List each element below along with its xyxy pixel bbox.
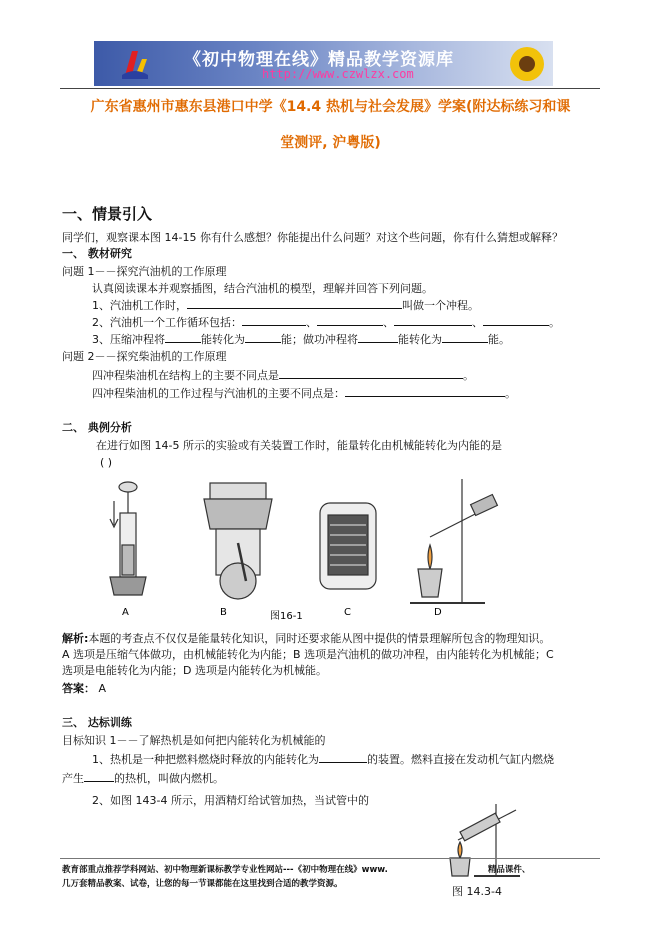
figure-label-b: B [220,607,227,618]
section-heading-study: 一、 教材研究 [62,247,132,260]
electric-heater-diagram [320,503,376,589]
practice-item2: 2、如图 143-4 所示，用酒精灯给试管加热，当试管中的 [92,794,369,807]
answer-blank[interactable] [279,368,463,379]
section-heading-example: 二、 典例分析 [62,421,132,434]
answer-blank[interactable] [442,332,488,343]
practice-item1-line1: 1、热机是一种把燃料燃烧时释放的内能转化为 的装置。燃料直接在发动机气缸内燃烧 [92,753,554,766]
question1-title: 问题 1－－探究汽油机的工作原理 [62,265,227,278]
answer-blank[interactable] [319,752,367,763]
practice-item1-line2: 产生 的热机，叫做内燃机。 [62,772,224,785]
answer-blank[interactable] [394,315,472,326]
section-heading-intro: 一、情景引入 [62,205,153,223]
intro-paragraph: 同学们，观察课本图 14-15 你有什么感想？你能提出什么问题？对这个些问题，你有什么猜想或解释？ [62,231,563,244]
site-logo-icon [120,45,150,81]
example-question-line1: 在进行如图 14-5 所示的实验或有关装置工作时，能量转化由机械能转化为内能的是 [96,439,502,452]
question2-line2: 四冲程柴油机的工作过程与汽油机的主要不同点是： 。 [92,387,516,400]
answer-blank[interactable] [245,332,281,343]
footer-line2: 几万套精品教案、试卷，让您的每一节课都能在这里找到合适的教学资源。 [62,879,343,889]
doc-title-line2: 堂测评, 沪粤版) [280,135,381,151]
answer-blank[interactable] [187,298,402,309]
question2-title: 问题 2－－探究柴油机的工作原理 [62,350,227,363]
answer-line: 答案： A [62,682,107,695]
figure-label-c: C [344,607,351,618]
answer-blank[interactable] [242,315,306,326]
question2-line1: 四冲程柴油机在结构上的主要不同点是 。 [92,369,474,382]
figure-label-d: D [434,607,442,618]
question1-item1: 1、汽油机工作时， 叫做一个冲程。 [92,299,479,312]
analysis-line2: A 选项是压缩气体做功，由机械能转化为内能；B 选项是汽油机的做功冲程，由内能转化为机械能；C [62,648,554,661]
practice-goal: 目标知识 1－－了解热机是如何把内能转化为机械能的 [62,734,326,747]
answer-blank[interactable] [165,332,201,343]
question1-intro: 认真阅读课本并观察插图，结合汽油机的模型，理解并回答下列问题。 [92,282,433,295]
figure-caption: 图16-1 [270,611,303,622]
banner-title: 《初中物理在线》精品教学资源库 [184,50,454,70]
sunflower-icon [505,45,549,83]
analysis-line1: 解析:本题的考查点不仅仅是能量转化知识，同时还要求能从图中提供的情景理解所包含的物理知识。 [62,632,551,645]
answer-blank[interactable] [317,315,383,326]
answer-blank[interactable] [483,315,549,326]
example-question-line2: ( ) [100,456,113,469]
footer-line1: 教育部重点推荐学科网站、初中物理新课标教学专业性网站---《初中物理在线》www. 精品课件、 [62,865,531,875]
engine-cylinder-diagram [204,483,272,599]
section-heading-practice: 三、 达标训练 [62,716,132,729]
figure-label-a: A [122,607,129,618]
doc-title-line1: 广东省惠州市惠东县港口中学《14.4 热机与社会发展》学案(附达标练习和课 [90,99,571,115]
footer-rule [60,858,600,859]
header-banner [94,41,553,86]
answer-blank[interactable] [84,771,114,782]
question1-item2: 2、汽油机一个工作循环包括： 、 、 、 。 [92,316,560,329]
answer-blank[interactable] [345,386,505,397]
analysis-line3: 选项是电能转化为内能；D 选项是内能转化为机械能。 [62,664,327,677]
compression-cylinder-diagram [110,482,146,595]
banner-url[interactable]: http://www.czwlzx.com [262,67,414,81]
test-tube-heating-diagram [410,479,497,603]
question1-item3: 3、压缩冲程将 能转化为 能；做功冲程将 能转化为 能。 [92,333,510,346]
header-rule [60,88,600,89]
figure-16-1 [100,473,504,623]
figure-14-3-4-caption: 图 14.3-4 [452,885,502,898]
answer-blank[interactable] [358,332,398,343]
